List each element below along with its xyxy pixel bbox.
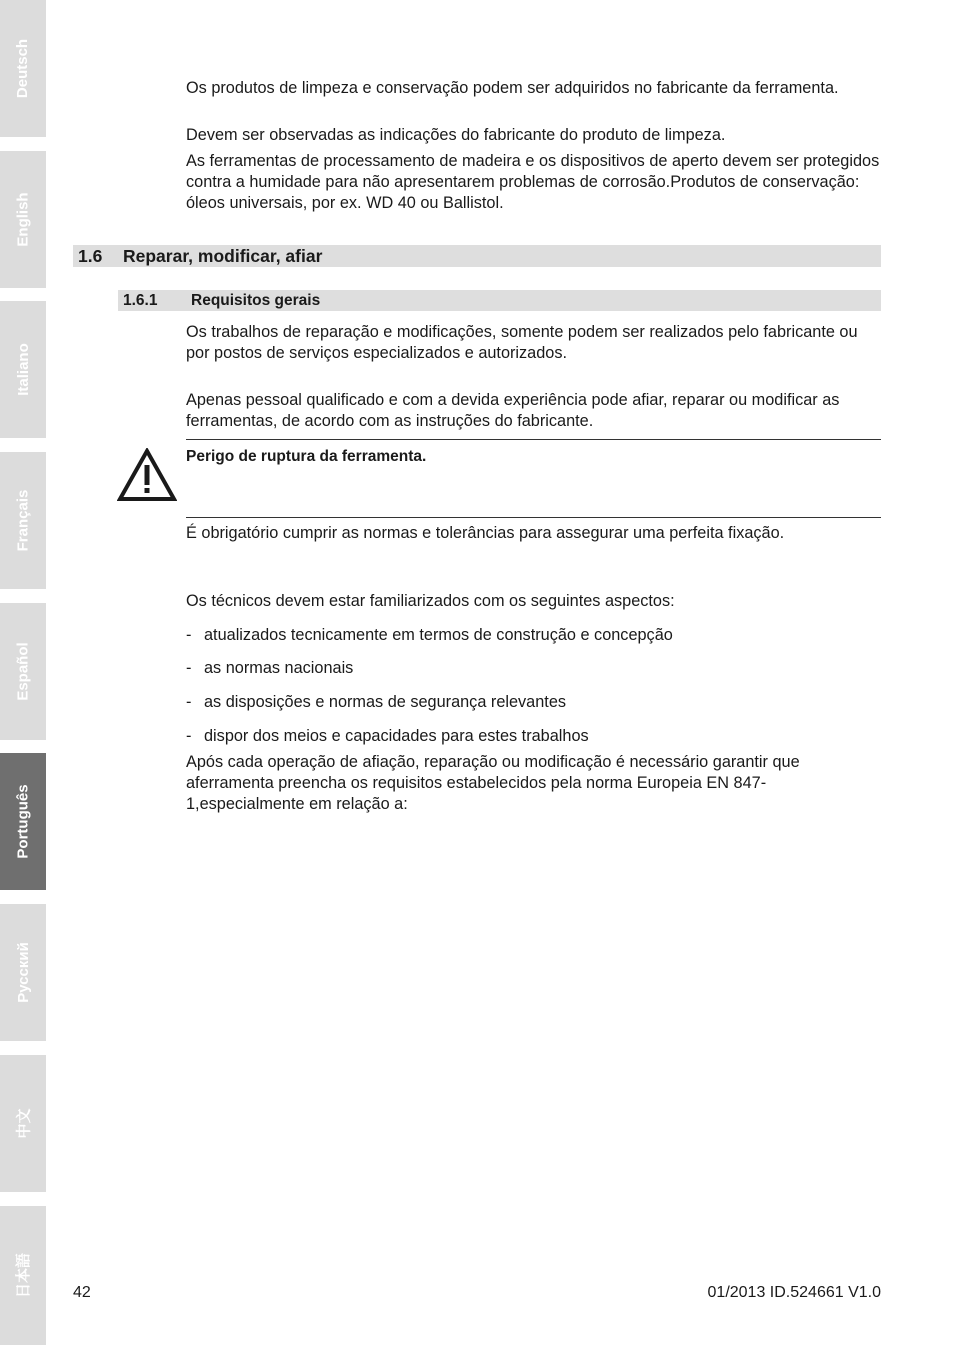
section-title: Reparar, modificar, afiar [123,246,323,266]
body-paragraph-1: Os trabalhos de reparação e modificações, somente podem ser realizados pelo fabricante ou por postos de serviços especializados e autorizados. [186,323,858,362]
body-paragraph-4: Os técnicos devem estar familiarizados com os seguintes aspectos: [186,592,675,610]
lang-tab-francais[interactable]: Français [0,452,46,589]
lang-tab-english[interactable]: English [0,151,46,288]
page-number: 42 [73,1284,91,1301]
document-id: 01/2013 ID.524661 V1.0 [707,1284,881,1301]
warning-title: Perigo de ruptura da ferramenta. [186,448,427,465]
body-paragraph-3: É obrigatório cumprir as normas e tolerâncias para assegurar uma perfeita fixação. [186,524,785,542]
intro-paragraph-2: Devem ser observadas as indicações do fabricante do produto de limpeza. [186,126,726,144]
lang-tab-portugues[interactable]: Português [0,753,46,890]
body-paragraph-2: Apenas pessoal qualificado e com a devida experiência pode afiar, reparar ou modificar as ferramentas, de acordo com as instruções do fabricante. [186,391,840,430]
warning-triangle-icon [117,448,177,502]
lang-tab-russian[interactable]: Русский [0,904,46,1041]
lang-tab-japanese[interactable]: 日本語 [0,1206,46,1345]
intro-paragraph-1: Os produtos de limpeza e conservação podem ser adquiridos no fabricante da ferramenta. [186,79,839,97]
lang-tab-deutsch[interactable]: Deutsch [0,0,46,137]
intro-paragraph-3: As ferramentas de processamento de madeira e os dispositivos de aperto devem ser protegidos contra a humidade para não apresentarem problemas de corrosão.Produtos de conservação: óleos universais, por ex. WD 40 ou Ballistol. [186,152,880,212]
warning-bottom-rule [186,517,881,518]
section-number: 1.6 [78,246,103,266]
lang-tab-espanol[interactable]: Español [0,603,46,740]
warning-top-rule [186,439,881,440]
body-paragraph-5: Após cada operação de afiação, reparação ou modificação é necessário garantir que aferramenta preencha os requisitos estabelecidos pela norma Europeia EN 847-1,especialmente em relação a: [186,753,800,813]
subsection-heading [118,290,881,311]
lang-tab-chinese[interactable]: 中文 [0,1055,46,1192]
section-heading [73,245,881,267]
lang-tab-italiano[interactable]: Italiano [0,301,46,438]
subsection-number: 1.6.1 [123,292,158,309]
subsection-title: Requisitos gerais [191,292,321,309]
